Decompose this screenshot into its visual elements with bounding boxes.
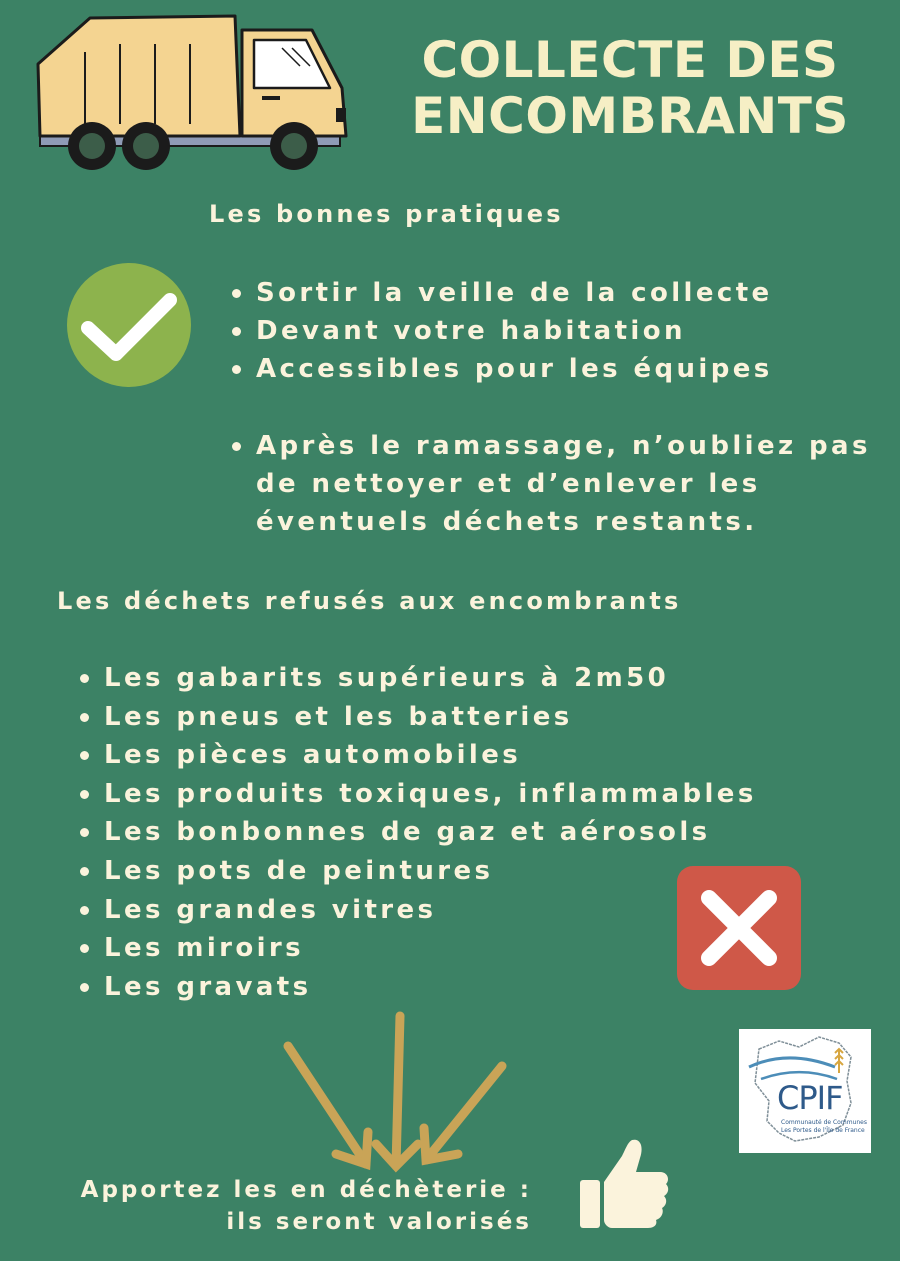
list-item: Les pneus et les batteries xyxy=(78,698,757,737)
list-item: Les gravats xyxy=(78,968,757,1007)
list-item: Devant votre habitation xyxy=(230,312,773,350)
cross-icon xyxy=(676,865,802,991)
thumbs-up-icon xyxy=(578,1136,670,1230)
list-item: Les pièces automobiles xyxy=(78,736,757,775)
arrows-down-icon xyxy=(278,1008,518,1178)
good-practices-heading: Les bonnes pratiques xyxy=(209,200,564,228)
cta-line-2: ils seront valorisés xyxy=(226,1209,532,1235)
refused-list xyxy=(78,659,757,1006)
refused-heading: Les déchets refusés aux encombrants xyxy=(57,587,682,615)
logo-subtitle-1: Communauté de Communes xyxy=(781,1119,867,1126)
logo-subtitle-2: Les Portes de l'Île de France xyxy=(781,1127,865,1134)
call-to-action xyxy=(20,1174,532,1238)
list-item: Après le ramassage, n’oubliez pas de nettoyer et d’enlever les éventuels déchets restants. xyxy=(230,427,895,541)
after-collection-list xyxy=(230,427,895,541)
cpif-logo xyxy=(739,1029,871,1153)
good-practices-list xyxy=(230,274,773,388)
list-item: Les grandes vitres xyxy=(78,891,757,930)
garbage-truck-icon xyxy=(30,14,350,174)
checkmark-icon xyxy=(66,262,192,388)
cta-line-1: Apportez les en déchèterie : xyxy=(80,1177,532,1203)
list-item: Sortir la veille de la collecte xyxy=(230,274,773,312)
logo-name: CPIF xyxy=(777,1079,843,1117)
list-item: Les pots de peintures xyxy=(78,852,757,891)
list-item: Les gabarits supérieurs à 2m50 xyxy=(78,659,757,698)
title-line-1: COLLECTE DES xyxy=(421,31,839,89)
title-line-2: ENCOMBRANTS xyxy=(411,87,849,145)
list-item: Les miroirs xyxy=(78,929,757,968)
list-item: Accessibles pour les équipes xyxy=(230,350,773,388)
list-item: Les bonbonnes de gaz et aérosols xyxy=(78,813,757,852)
page-title xyxy=(380,32,880,144)
list-item: Les produits toxiques, inflammables xyxy=(78,775,757,814)
